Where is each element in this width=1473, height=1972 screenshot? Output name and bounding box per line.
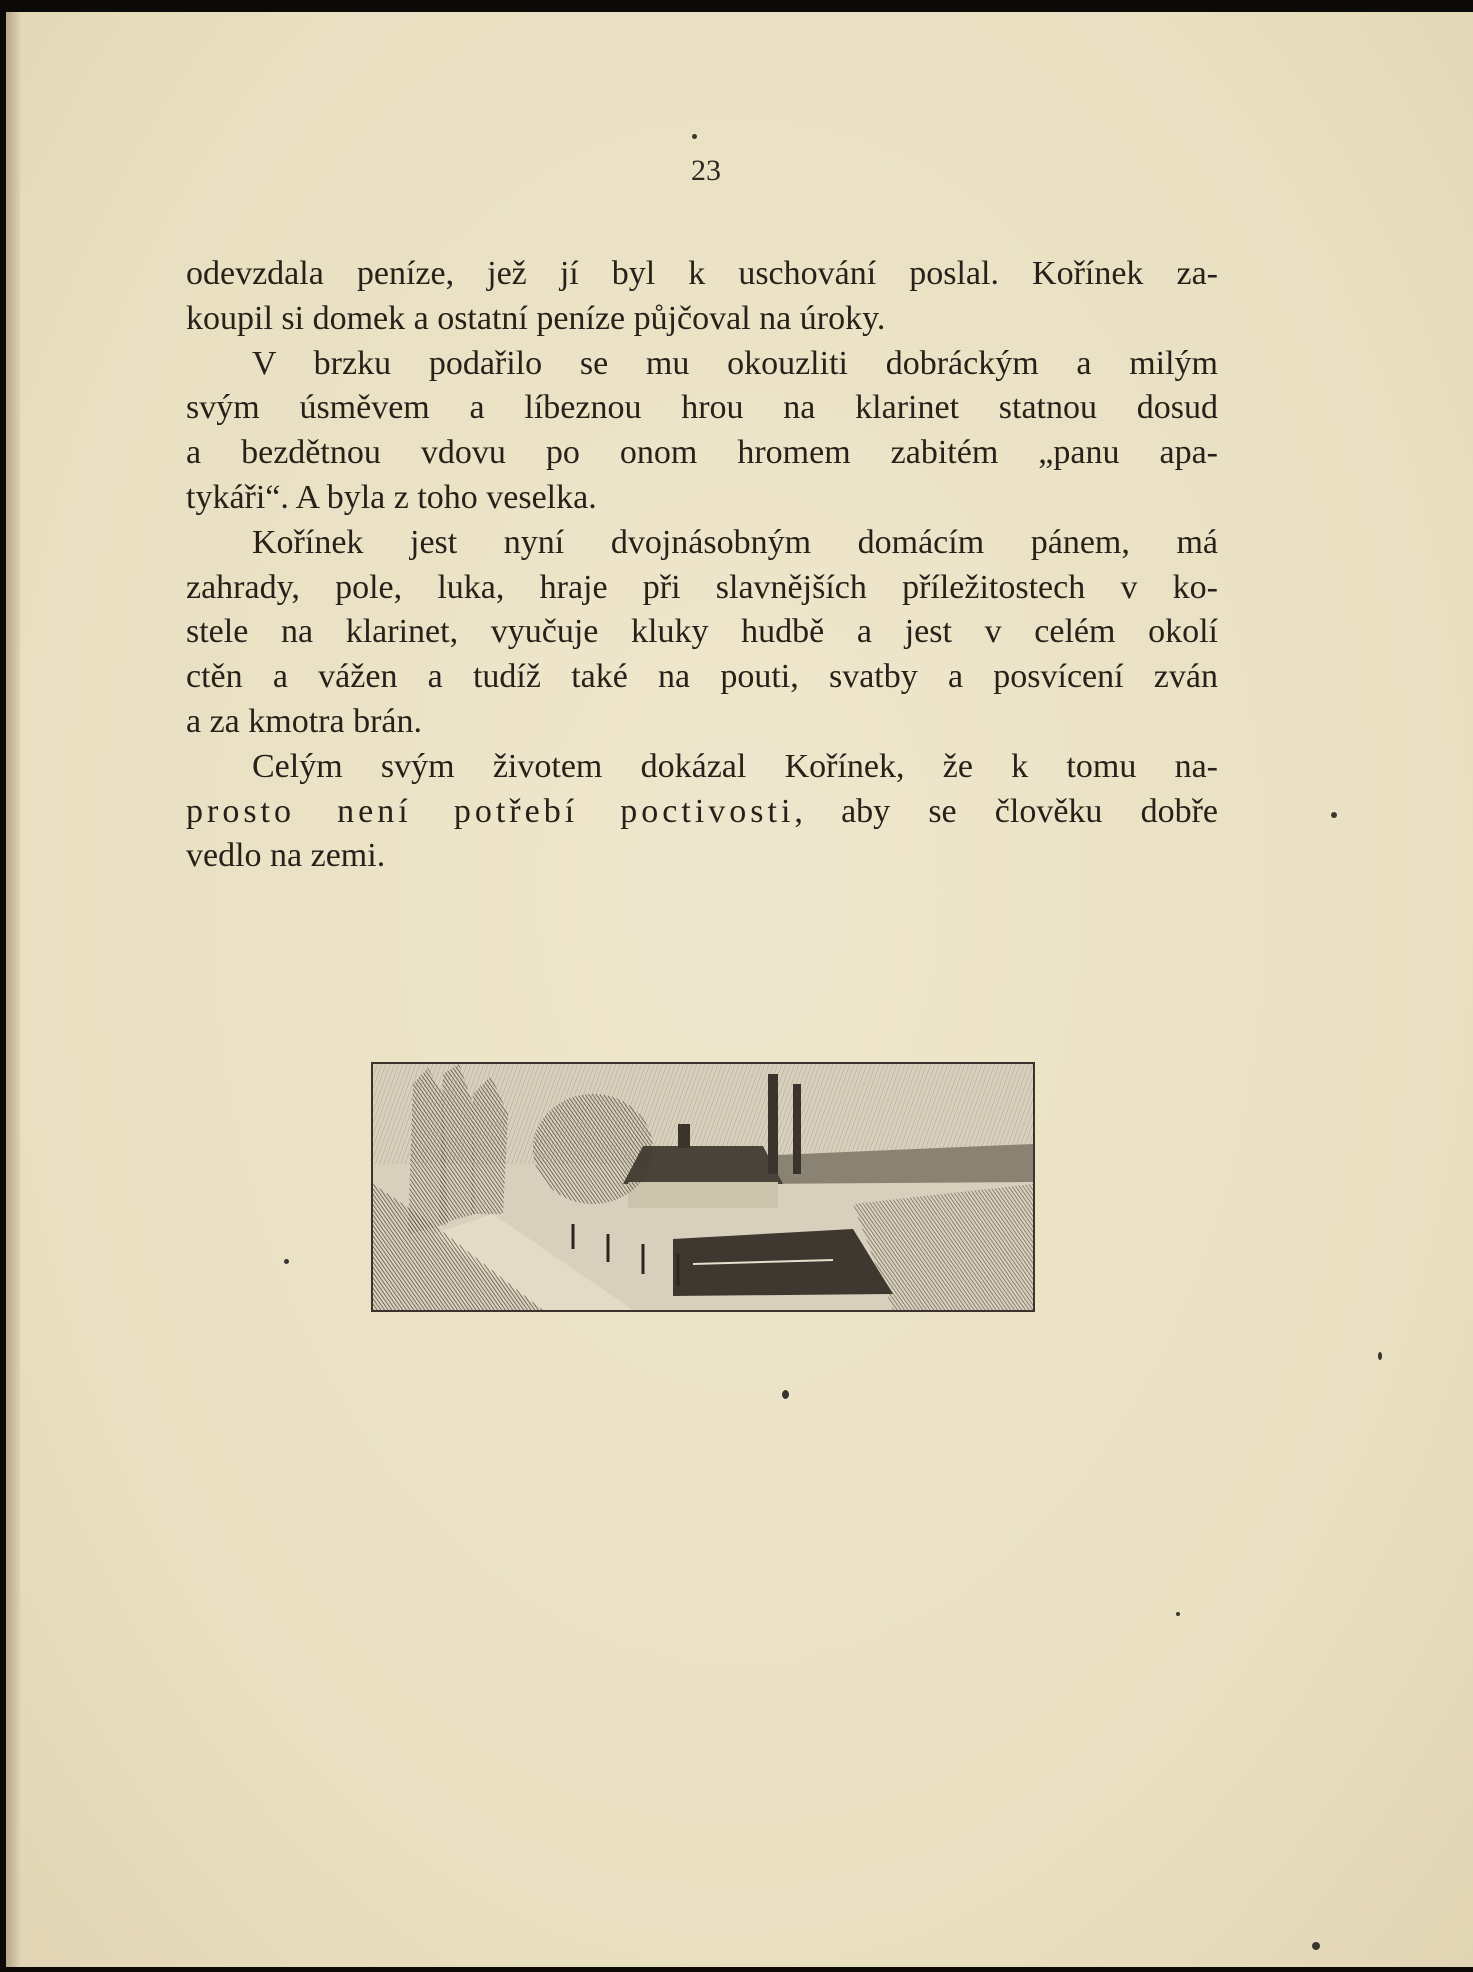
text-line: koupil si domek a ostatní peníze půjčoval na úroky. — [186, 299, 886, 337]
dust-speck — [1331, 812, 1337, 818]
text-line: tykáři“. A byla z toho veselka. — [186, 478, 597, 516]
text-line: Celým svým životem dokázal Kořínek, že k tomu na- — [252, 747, 1218, 785]
text-line: a bezdětnou vdovu po onom hromem zabitém „panu apa- — [186, 434, 1218, 472]
text-line: odevzdala peníze, jež jí byl k uschování poslal. Kořínek za- — [186, 255, 1218, 292]
page-number: 23 — [691, 154, 721, 187]
book-page — [6, 12, 1473, 1967]
text-line: Kořínek jest nyní dvojnásobným domácím pánem, má — [252, 523, 1218, 561]
page-gutter — [6, 12, 20, 1967]
dust-speck — [1378, 1352, 1382, 1360]
dust-speck — [1312, 1942, 1320, 1950]
landscape-engraving — [371, 1062, 1035, 1312]
text-line: V brzku podařilo se mu okouzliti dobráckým a milým — [252, 344, 1218, 382]
text-fragment: , aby se člověku dobře — [794, 792, 1218, 830]
dust-speck — [1176, 1612, 1180, 1616]
text-line: svým úsměvem a líbeznou hrou na klarinet statnou dosud — [186, 389, 1218, 427]
dust-speck — [692, 134, 697, 139]
text-line: ctěn a vážen a tudíž také na pouti, svatby a posvícení zván — [186, 658, 1218, 696]
dust-speck — [284, 1259, 289, 1264]
body-text — [186, 252, 1218, 879]
text-line: a za kmotra brán. — [186, 702, 422, 740]
spaced-phrase: prosto není potřebí poctivosti — [186, 792, 795, 830]
dust-speck — [782, 1390, 789, 1399]
text-line — [186, 790, 1218, 835]
text-line: zahrady, pole, luka, hraje při slavnějších příležitostech v ko- — [186, 568, 1218, 606]
text-line: stele na klarinet, vyučuje kluky hudbě a jest v celém okolí — [186, 613, 1218, 651]
text-line: vedlo na zemi. — [186, 837, 386, 875]
